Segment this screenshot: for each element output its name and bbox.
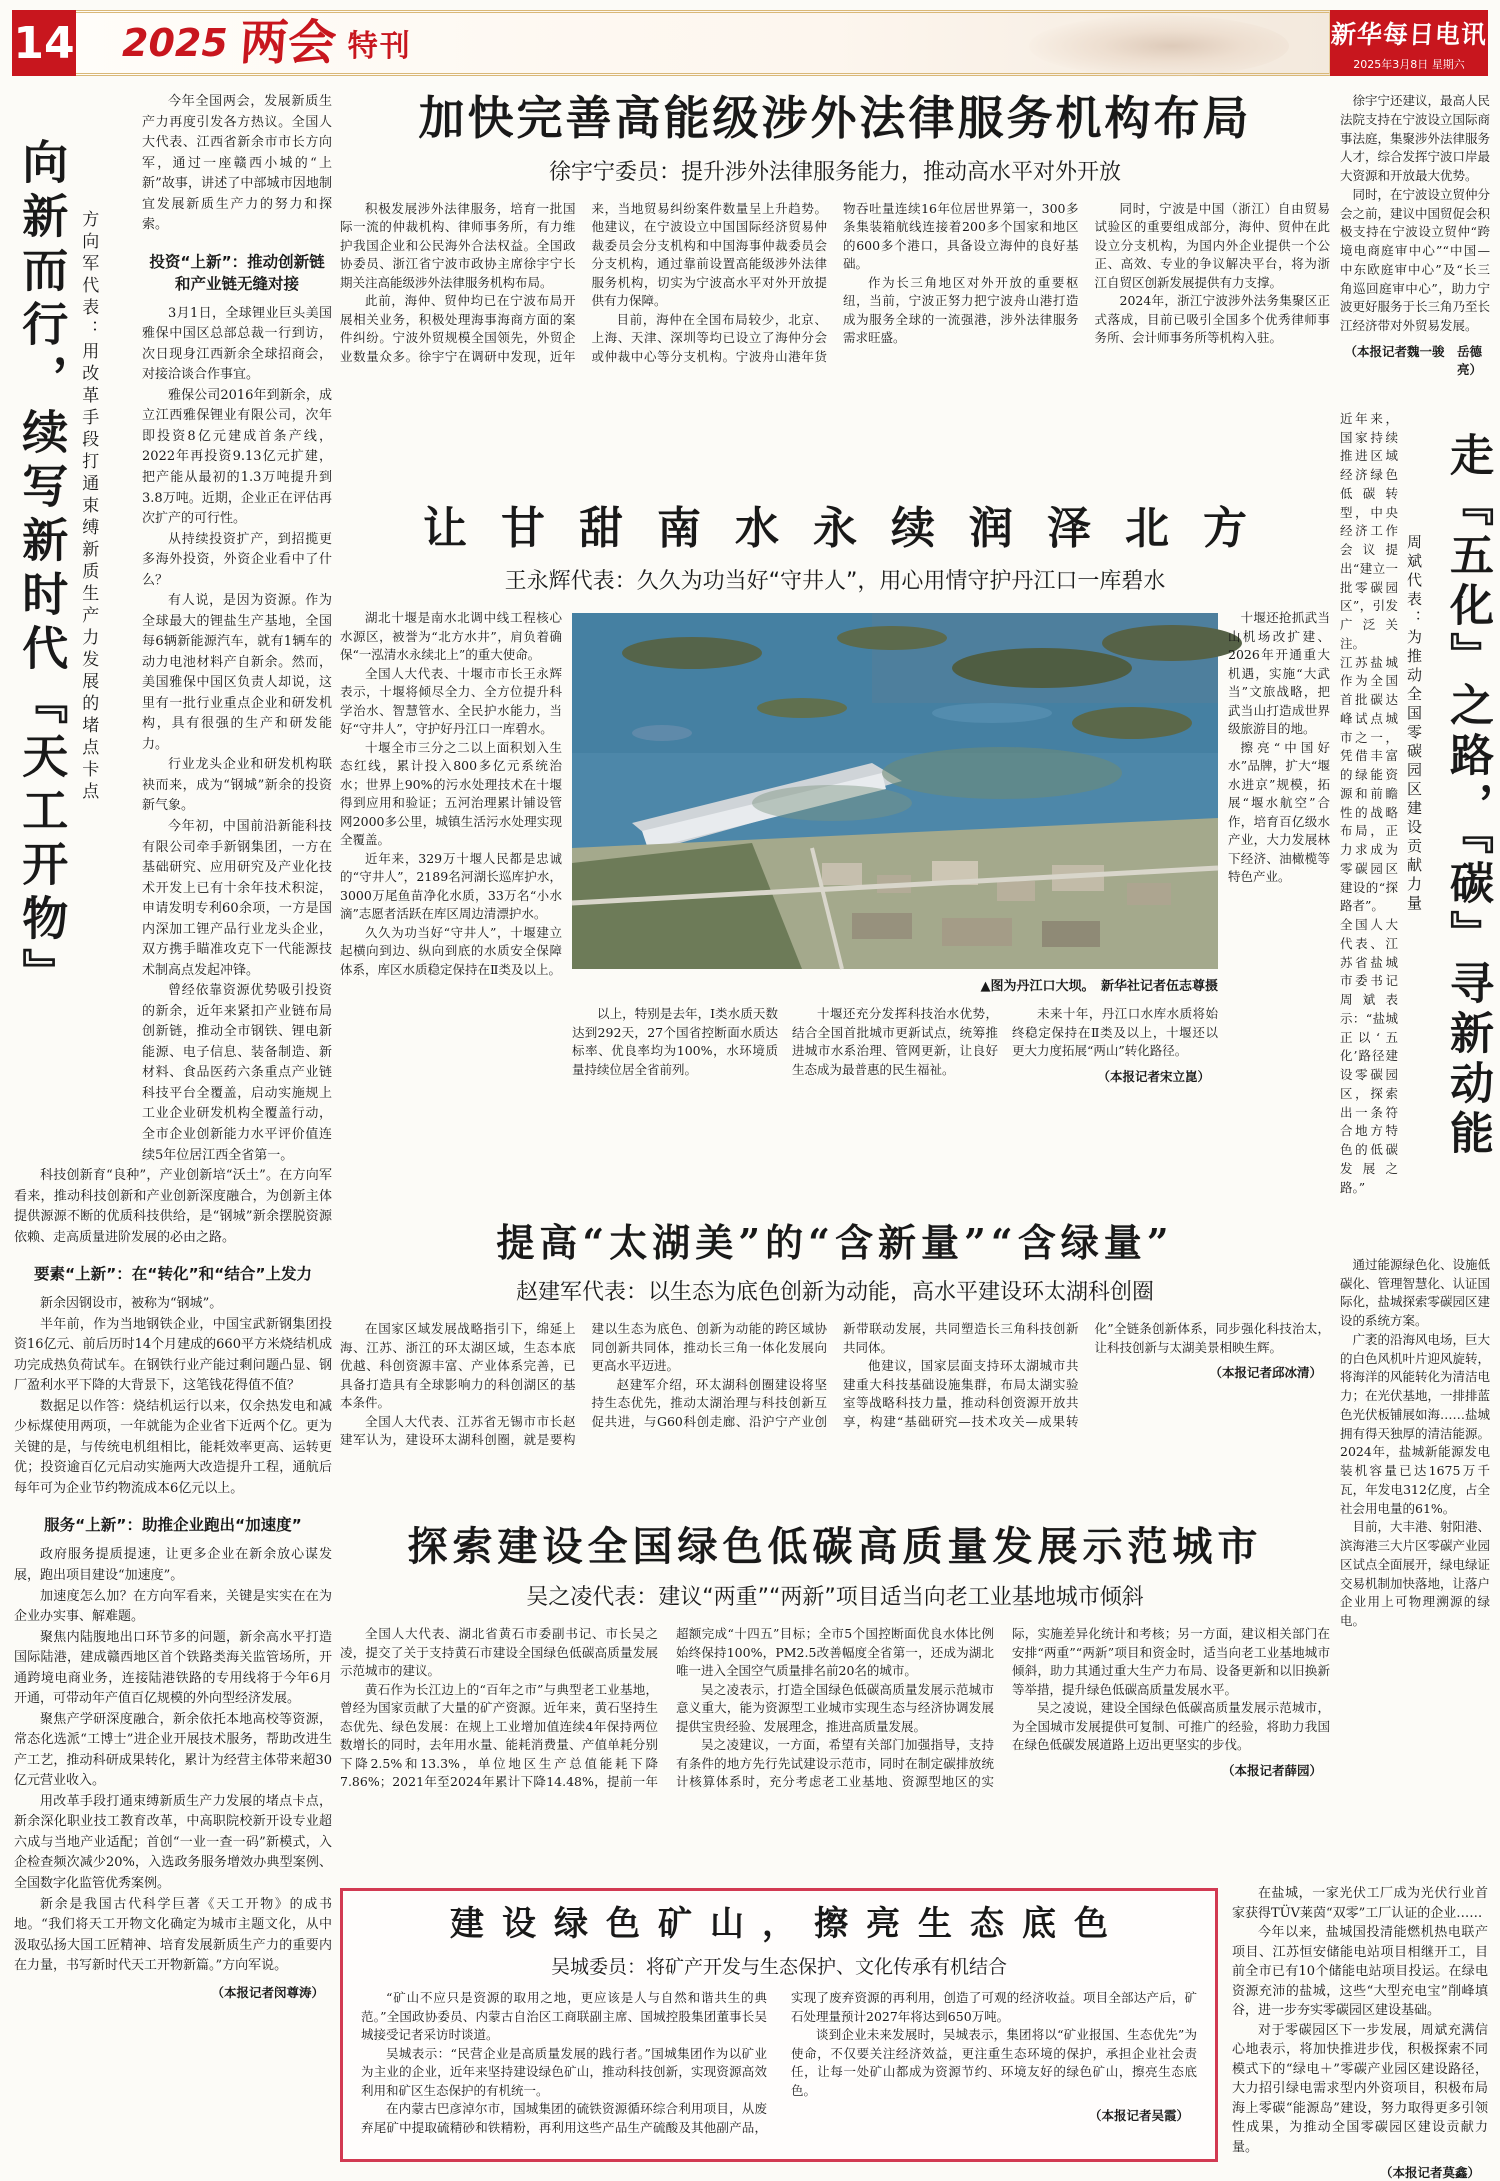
pearl-decoration — [1029, 15, 1289, 77]
reporter-byline: （本报记者魏一骏 岳德亮） — [1344, 343, 1482, 377]
article-headline: 让甘甜南水永续润泽北方 — [423, 502, 1281, 554]
body-paragraph: 江苏盐城作为全国首批碳达峰试点城市之一，凭借丰富的绿能资源和前瞻性的战略布局，正力求成为零碳园区建设的“探路者”。 — [1340, 654, 1398, 914]
article-law — [340, 92, 1330, 488]
banner-suffix: 特刊 — [347, 29, 412, 64]
body-paragraph: 徐宇宁还建议，最高人民法院支持在宁波设立国际商事法庭，集聚涉外法律服务人才，综合发挥宁波口岸最大资源和开放最大优势。 — [1340, 93, 1491, 183]
article-body — [340, 1625, 1330, 1861]
body-paragraph: 擦亮“中国好水”品牌，扩大“堰水进京”规模，拓展“堰水航空”合作，培育百亿级水产业，大力发展林下经济、油橄榄等特色产业。 — [1228, 739, 1330, 885]
body-paragraph: 久久为功当好“守井人”，十堰建立起横向到边、纵向到底的水质安全保障体系，库区水质稳定保持在Ⅱ类及以上。 — [340, 924, 562, 977]
body-paragraph: 全国人大代表、江苏省无锡市市长赵建军认为，建设环太湖科创圈，就是要构建以生态为底色、创新为动能的跨区域协同创新共同体，推动长三角一体化发展向更高水平迈进。 — [340, 1321, 827, 1448]
body-paragraph: 在内蒙古巴彦淖尔市，国城集团的硫铁资源循环综合利用项目，从废弃尾矿中提取硫精砂和铁精粉，再利用这些产品生产硫酸及其他副产品，实现了废弃资源的再利用，创造了可观的经济收益。项目全部达产后，矿石处理量预计2027年将达到650万吨。 — [361, 1990, 1197, 2135]
danjiangkou-dam-photo — [572, 613, 1218, 969]
vertical-headline: 走『五化』之路，『碳』寻新动能 — [1442, 431, 1493, 1160]
section-heading: 投资“上新”：推动创新链和产业链无缝对接 — [149, 252, 325, 293]
narrow-text-column — [1340, 410, 1398, 1240]
body-paragraph: 吴之凌建议，一方面，希望有关部门加强指导，支持有条件的地方先行先试建设示范市，同时在制定碳排放统计核算体系时，充分考虑老工业基地、资源型地区的实际，实施差异化统计和考核；另一方面，建议相关部门在安排“两重”“两新”项目和资金时，适当向老工业基地城市倾斜，助力其通过重大生产力布局、设备更新和以旧换新等举措，提升绿色低碳高质量发展水平。 — [676, 1626, 1330, 1790]
article-xinyu — [14, 92, 332, 2164]
right-column — [1340, 92, 1493, 1874]
body-paragraph: 近年来，国家持续推进区域经济绿色低碳转型，中央经济工作会议提出“建立一批零碳园区”，引发广泛关注。 — [1340, 410, 1398, 651]
article-subtitle: 徐宇宁委员：提升涉外法律服务能力，推动高水平对外开放 — [548, 159, 1121, 185]
article-subtitle: 赵建军代表：以生态为底色创新为动能，高水平建设环太湖科创圈 — [515, 1280, 1154, 1306]
article-wuhua — [1340, 404, 1493, 1246]
body-paragraph: “矿山不应只是资源的取用之地，更应该是人与自然和谐共生的典范。”全国政协委员、内蒙古自治区工商联副主席、国城控股集团董事长吴城接受记者采访时谈道。 — [361, 1990, 767, 2043]
body-paragraph: 十堰还抢抓武当山机场改扩建、2026年开通重大机遇，实施“大武当”文旅战略，把武当山打造成世界级旅游目的地。 — [1228, 610, 1330, 737]
masthead-block — [1330, 10, 1488, 76]
body-paragraph: 目前，大丰港、射阳港、滨海港三大片区零碳产业园区试点全面展开，绿电绿证交易机制加快落地，让落户企业用上可物理溯源的绿电。 — [1340, 1519, 1491, 1628]
body-paragraph: 积极发展涉外法律服务，培育一批国际一流的仲裁机构、律师事务所，有力维护我国企业和公民海外合法权益。全国政协委员、浙江省宁波市政协主席徐宇宁长期关注高能级涉外法律服务机构布局。 — [340, 200, 576, 290]
body-paragraph: 曾经依靠资源优势吸引投资的新余，近年来紧扣产业链布局创新链，推动全市钢铁、锂电新能源、电子信息、装备制造、新材料、食品医药六条重点产业链科技平台全覆盖，启动实施规上工业企业研发机构全覆盖行动，全市企业创新能力水平评价值连续5年位居江西全省第一。 — [142, 983, 332, 1163]
article-headline: 建设绿色矿山，擦亮生态底色 — [450, 1904, 1126, 1944]
article-law-tail — [1340, 92, 1490, 378]
masthead-logo: 新华每日电讯 — [1330, 19, 1488, 49]
vertical-subtitle: 周斌代表：为推动全国零碳园区建设贡献力量 — [1405, 533, 1423, 914]
body-paragraph: 2024年，浙江宁波涉外法务集聚区正式落成，目前已吸引全国多个优秀律师事务所、会计师事务所等机构入驻。 — [1094, 293, 1330, 346]
article-body — [340, 200, 1330, 488]
reporter-byline: （本报记者吴霞） — [1088, 2108, 1189, 2124]
body-paragraph: 政府服务提质提速，让更多企业在新余放心谋发展，跑出项目建设“加速度”。 — [14, 1547, 332, 1583]
body-paragraph: 谈到企业未来发展时，吴城表示，集团将以“矿业报国、生态优先”为使命，不仅要关注经济效益，更注重生态环境的保护，承担企业社会责任，让每一处矿山都成为资源节约、环境友好的绿色矿山，擦亮生态底色。 — [791, 2027, 1197, 2098]
body-paragraph: 作为长三角地区对外开放的重要枢纽，当前，宁波正努力把宁波舟山港打造成为服务全球的一流强港，涉外法律服务需求旺盛。 — [843, 274, 1079, 346]
body-paragraph: 雅保公司2016年到新余，成立江西雅保锂业有限公司，次年即投资8亿元建成首条产线，2022年再投资9.13亿元扩建，把产能从最初的1.3万吨提升到3.8万吨。近期，企业正在评估再次扩产的可行性。 — [142, 387, 332, 527]
body-paragraph: 3月1日，全球锂业巨头美国雅保中国区总部总裁一行到访，次日现身江西新余全球招商会，对接洽谈合作事宜。 — [142, 305, 332, 383]
photo-caption: ▲图为丹江口大坝。 新华社记者伍志尊摄 — [980, 979, 1218, 995]
body-paragraph: 同时，宁波是中国（浙江）自由贸易试验区的重要组成部分，海仲、贸仲在此设立分支机构，为国内外企业提供一个公正、高效、专业的争议解决平台，将为浙江自贸区创新发展提供有力支撑。 — [1094, 200, 1330, 290]
body-paragraph: 用改革手段打通束缚新质生产力发展的堵点卡点，新余深化职业技工教育改革，中高职院校新开设专业超六成与当地产业适配；首创“一业一查一码”新模式，入企检查频次减少20%，入选政务服务增效办典型案例、全国数字化监管优秀案例。 — [14, 1793, 332, 1891]
body-paragraph: 未来十年，丹江口水库水质将始终稳定保持在Ⅱ类及以上，十堰还以更大力度拓展“两山”转化路径。 — [1012, 1006, 1218, 1059]
body-paragraph: 数据足以作答：烧结机运行以来，仅余热发电和减少标煤使用两项，一年就能为企业省下近两个亿。更为关键的是，与传统电机组相比，能耗效率更高、运转更优；投资逾百亿元启动实施两大改造提升工程，通航后每年可为企业节约物流成本6亿元以上。 — [14, 1398, 332, 1496]
article-body — [361, 1989, 1197, 2141]
article-body — [340, 609, 1330, 1203]
body-paragraph: 十堰还充分发挥科技治水优势，结合全国首批城市更新试点，统筹推进城市水系治理、管网更新，让良好生态成为最普惠的民生福祉。 — [792, 1006, 998, 1077]
body-paragraph: 聚焦内陆腹地出口环节多的问题，新余高水平打造国际陆港，建成赣西地区首个铁路类海关监管场所，开通跨境电商业务，连接陆港铁路的专用线将于今年6月开通，可带动年产值百亿规模的外向型经济发展。 — [14, 1629, 332, 1707]
body-paragraph: 行业龙头企业和研发机构联袂而来，成为“钢城”新余的投资新气象。 — [142, 757, 332, 814]
body-paragraph: 今年初，中国前沿新能科技有限公司牵手新钢集团，一方在基础研究、应用研究及产业化技术开发上已有十余年技术积淀，申请发明专利60余项，一方是国内深加工锂产品行业龙头企业，双方携手瞄准攻克下一代能源技术制高点发起冲锋。 — [142, 819, 332, 978]
article-headline: 探索建设全国绿色低碳高质量发展示范城市 — [407, 1523, 1263, 1571]
body-paragraph: 科技创新育“良种”，产业创新培“沃土”。在方向军看来，推动科技创新和产业创新深度融合，为创新主体提供源源不断的优质科技供给，是“钢城”新余摆脱资源依赖、走高质量进阶发展的必由之路。 — [14, 1168, 332, 1245]
reporter-byline: （本报记者宋立崑） — [1097, 1068, 1210, 1084]
body-paragraph: 今年全国两会，发展新质生产力再度引发各方热议。全国人大代表、江西省新余市市长方向军，通过一座赣西小城的“上新”故事，讲述了中部城市因地制宜发展新质生产力的努力和探索。 — [142, 94, 332, 233]
date-line: 2025年3月8日 星期六 — [1353, 57, 1465, 71]
bottom-text-block — [572, 1005, 1218, 1201]
body-paragraph: 全国人大代表、江苏省盐城市委书记周斌表示：“盐城正以‘五化’路径建设零碳园区，探索出一条符合地方特色的低碳发展之路。” — [1340, 917, 1398, 1195]
center-column — [340, 92, 1330, 1861]
body-paragraph: 全国人大代表、湖北省黄石市委副书记、市长吴之凌，提交了关于支持黄石市建设全国绿色低碳高质量发展示范城市的建议。 — [340, 1626, 658, 1679]
article-headline: 加快完善高能级涉外法律服务机构布局 — [418, 91, 1252, 145]
left-text-column — [340, 609, 562, 1203]
banner-year: 2025 — [122, 21, 228, 65]
body-paragraph: 同时，在宁波设立贸仲分会之前，建议中国贸促会积极支持在宁波设立贸仲“跨境电商庭审中心”“中国—中东欧庭审中心”及“长三角巡回庭审中心”，助力宁波更好服务于长三角乃至长江经济带对外贸易发展。 — [1340, 186, 1491, 333]
section-heading: 服务“上新”：助推企业跑出“加速度” — [44, 1516, 302, 1535]
body-paragraph: 有人说，是因为资源。作为全球最大的锂盐生产基地，全国每6辆新能源汽车，就有1辆车的动力电池材料产自新余。然而，美国雅保中国区负责人却说，这里有一批行业重点企业和研发机构，具有很强的生产和研发能力。 — [142, 593, 332, 752]
reporter-byline: （本报记者闵尊涛） — [211, 1984, 324, 2000]
body-paragraph: 聚焦产学研深度融合，新余依托本地高校等资源，常态化选派“工博士”进企业开展技术服务，帮助改进生产工艺，推动科研成果转化，累计为经营主体带来超30亿元营业收入。 — [14, 1711, 332, 1789]
reporter-byline: （本报记者薛园） — [1221, 1762, 1322, 1778]
body-paragraph: 半年前，作为当地钢铁企业，中国宝武新钢集团投资16亿元、前后历时14个月建成的660平方米烧结机成功完成热负荷试车。在钢铁行业产能过剩问题凸显、钢厂盈利水平下降的大背景下，这笔钱花得值不值？ — [14, 1316, 332, 1394]
article-subtitle: 王永辉代表：久久为功当好“守井人”，用心用情守护丹江口一库碧水 — [504, 569, 1166, 595]
section-heading: 要素“上新”：在“转化”和“结合”上发力 — [33, 1265, 313, 1284]
body-paragraph: 湖北十堰是南水北调中线工程核心水源区，被誉为“北方水井”，肩负着确保“一泓清水永续北上”的重大使命。 — [340, 610, 562, 663]
body-paragraph: 加速度怎么加？在方向军看来，关键是实实在在为企业办实事、解难题。 — [14, 1588, 332, 1625]
body-paragraph: 此前，海仲、贸仲均已在宁波布局开展相关业务，积极处理海事海商方面的案件纠纷。宁波外贸规模全国领先，外贸企业数量众多。徐宇宁在调研中发现，近年来，当地贸易纠纷案件数量呈上升趋势。他建议，在宁波设立中国国际经济贸易仲裁委员会分支机构和中国海事仲裁委员会分支机构，通过靠前设置高能级涉外法律服务机构，切实为宁波高水平对外开放提供有力保障。 — [340, 200, 827, 364]
body-paragraph: 吴之凌说，建设全国绿色低碳高质量发展示范城市，为全国城市发展提供可复制、可推广的经验，将助力我国在绿色低碳发展道路上迈出更坚实的步伐。 — [1012, 1700, 1330, 1753]
body-paragraph: 以上，特别是去年，Ⅰ类水质天数达到292天，27个国省控断面水质达标率、优良率均为100%，水环境质量持续位居全省前列。 — [572, 1006, 778, 1077]
page-number: 14 — [12, 10, 76, 76]
body-paragraph: 目前，海仲在全国布局较少，北京、上海、天津、深圳等均已设立了海仲分会或仲裁中心等分支机构。宁波舟山港年货物吞吐量连续16年位居世界第一，300多条集装箱航线连接着200多个国家和地区的600多个港口，具备设立海仲的良好基础。 — [591, 200, 1079, 364]
edition-banner — [76, 10, 1330, 76]
right-text-column — [1228, 609, 1330, 1203]
article-subtitle: 吴之凌代表：建议“两重”“两新”项目适当向老工业基地城市倾斜 — [526, 1585, 1144, 1611]
body-paragraph: 新余因钢设市，被称为“钢城”。 — [40, 1296, 223, 1312]
body-paragraph: 吴城表示：“民营企业是高质量发展的践行者。”国城集团作为以矿业为主业的企业，近年来坚持建设绿色矿山，推动科技创新，实现资源高效利用和矿区生态保护的有机统一。 — [361, 2045, 767, 2098]
body-paragraph: 今年以来，盐城国投清能燃机热电联产项目、江苏恒安储能电站项目相继开工，目前全市已有10个储能电站项目投运。在绿电资源充沛的盐城，这些“大型充电宝”削峰填谷，进一步夯实零碳园区建设基础。 — [1232, 1925, 1488, 2018]
body-paragraph: 广袤的沿海风电场，巨大的白色风机叶片迎风旋转，将海洋的风能转化为清洁电力；在光伏基地，一排排蓝色光伏板铺展如海……盐城拥有得天独厚的清洁能源。2024年，盐城新能源发电装机容量已达1675万千瓦，年发电312亿度，占全社会用电量的61%。 — [1340, 1331, 1491, 1516]
reporter-byline: （本报记者邱冰清） — [1209, 1365, 1322, 1381]
vertical-subtitle: 方向军代表：用改革手段打通束缚新质生产力发展的堵点卡点 — [78, 210, 99, 804]
body-paragraph: 全国人大代表、十堰市市长王永辉表示，十堰将倾尽全力、全方位提升科学治水、智慧管水、全民护水能力，当好“守井人”，守护好丹江口一库碧水。 — [340, 665, 562, 737]
article-headline: 提高“太湖美”的“含新量”“含绿量” — [496, 1220, 1174, 1266]
page-header — [12, 10, 1488, 76]
body-paragraph: 吴之凌表示，打造全国绿色低碳高质量发展示范城市意义重大，能为资源型工业城市实现生态与经济协调发展提供宝贵经验、发展理念，推进高质量发展。 — [676, 1681, 994, 1734]
article-city — [340, 1524, 1330, 1861]
article-wuhua-tail — [1232, 1884, 1488, 2180]
body-paragraph: 他建议，国家层面支持环太湖城市共建重大科技基础设施集群，布局太湖实验室等战略科技力量，推动科创资源开放共享，构建“基础研究—技术攻关—成果转化”全链条创新体系，同步强化科技治太，让科技创新与太湖美景相映生辉。 — [843, 1321, 1330, 1429]
article-subtitle: 吴城委员：将矿产开发与生态保护、文化传承有机结合 — [550, 1956, 1007, 1979]
article-taihu — [340, 1221, 1330, 1506]
body-paragraph: 通过能源绿色化、设施低碳化、管理智慧化、认证国际化，盐城探索零碳园区建设的系统方案。 — [1340, 1256, 1491, 1328]
article-wuhua-body — [1340, 1256, 1490, 1631]
body-paragraph: 近年来，329万十堰人民都是忠诚的“守井人”，2189名河湖长巡库护水，3000万尾鱼苗净化水质，33万名“小水滴”志愿者活跃在库区周边清漂护水。 — [340, 850, 562, 922]
body-paragraph: 赵建军介绍，环太湖科创圈建设将坚持生态优先，推动太湖治理与科技创新互促共进，与G60科创走廊、沿沪宁产业创新带联动发展，共同塑造长三角科技创新共同体。 — [591, 1321, 1079, 1429]
article-mine — [340, 1888, 1218, 2162]
body-paragraph: 十堰全市三分之二以上面积划入生态红线，累计投入800多亿元系统治水；世界上90%的污水处理技术在十堰得到应用和验证；五河治理累计铺设管网2000多公里，城镇生活污水处理实现全覆盖。 — [340, 739, 562, 848]
reporter-byline: （本报记者莫鑫） — [1379, 2165, 1480, 2180]
body-paragraph: 黄石作为长江边上的“百年之市”与典型老工业基地，曾经为国家贡献了大量的矿产资源。近年来，黄石坚持生态优先、绿色发展：在规上工业增加值连续4年保持两位数增长的同时，去年用水量、能耗消费量、产值单耗分别下降2.5%和13.3%，单位地区生产总值能耗下降7.86%；2021年至2024年累计下降14.48%，提前一年超额完成“十四五”目标；全市5个国控断面优良水体比例始终保持100%，PM2.5改善幅度全省第一，还成为湖北唯一进入全国空气质量排名前20名的城市。 — [340, 1626, 994, 1790]
body-paragraph: 从持续投资扩产，到招揽更多海外投资，外资企业看中了什么？ — [142, 531, 332, 588]
vertical-headline-block — [14, 92, 142, 1154]
article-water — [340, 504, 1330, 1204]
vertical-headline: 向新而行，续写新时代『天工开物』 — [15, 138, 70, 1002]
body-paragraph: 对于零碳园区下一步发展，周斌充满信心地表示，将加快推进步伐，积极探索不同模式下的“绿电＋”零碳产业园区建设路径，大力招引绿电需求型内外资项目，积极布局海上零碳“能源岛”建设，努力取得更多引领性成果，为推动全国零碳园区建设贡献力量。 — [1232, 2022, 1488, 2155]
body-paragraph: 在盐城，一家光伏工厂成为光伏行业首家获得TÜV莱茵“双零”工厂认证的企业…… — [1232, 1886, 1488, 1921]
banner-calligraphy: 两会 — [237, 15, 338, 71]
body-paragraph: 新余是我国古代科学巨著《天工开物》的成书地。“我们将天工开物文化确定为城市主题文化，从中汲取弘扬大国工匠精神、培育发展新质生产力的重要内在力量，书写新时代天工开物新篇。”方向军说。 — [14, 1896, 332, 1974]
body-paragraph: 在国家区域发展战略指引下，绵延上海、江苏、浙江的环太湖区域，生态本底优越、科创资源丰富、产业体系完善，已具备打造具有全球影响力的科创湖区的基本条件。 — [340, 1321, 576, 1411]
article-body — [340, 1320, 1330, 1506]
